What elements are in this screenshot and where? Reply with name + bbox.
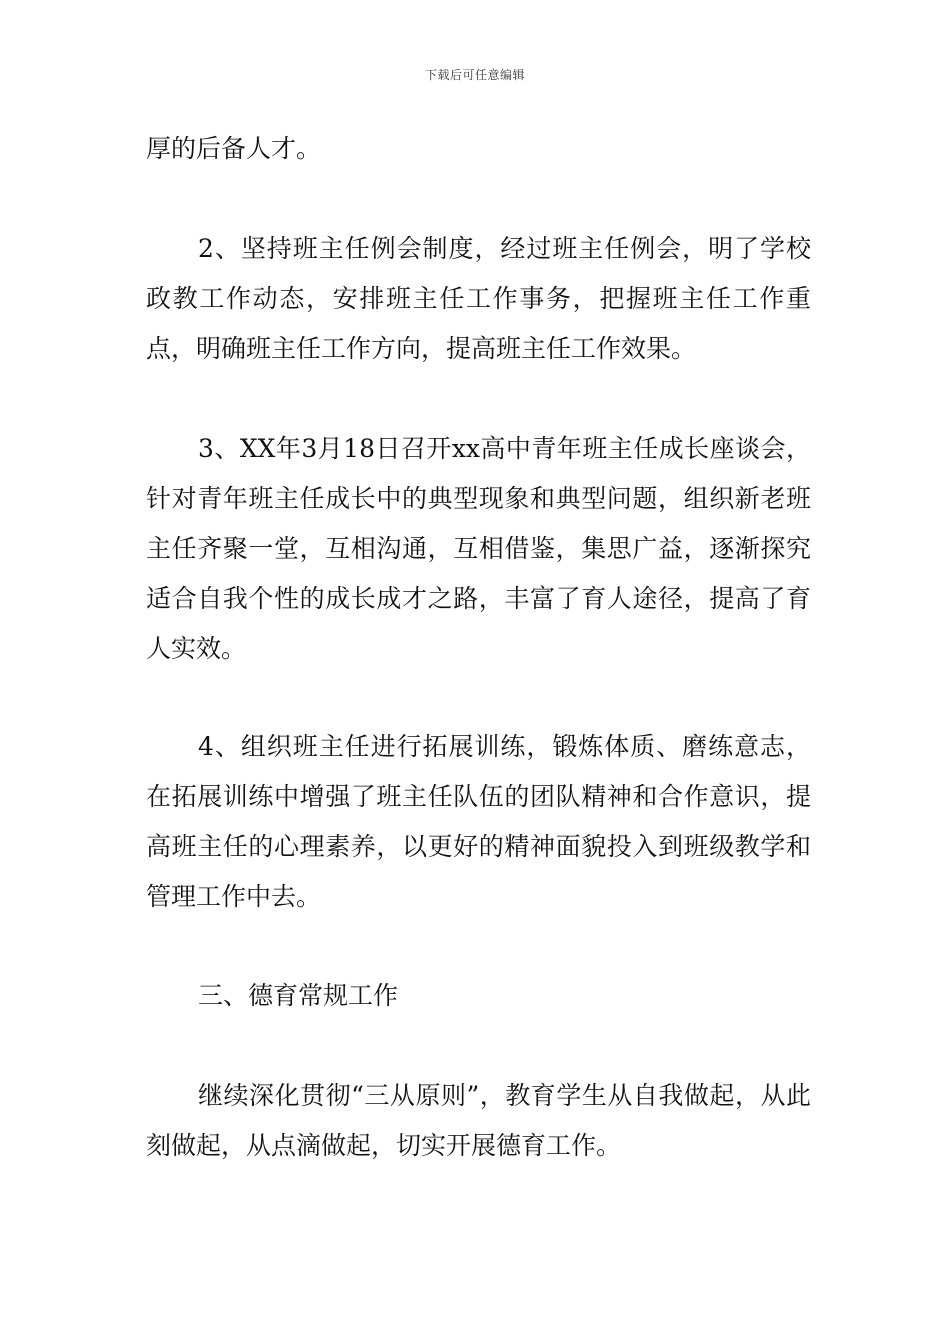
section-heading: 三、德育常规工作 <box>198 981 399 1010</box>
page-header: 下载后可任意编辑 <box>424 68 525 82</box>
paragraph-item-3: 3、XX年3月18日召开xx高中青年班主任成长座谈会，针对青年班主任成长中的典型现象和典型问题，组织新老班主任齐聚一堂，互相沟通，互相借鉴，集思广益，逐渐探究适合自我个性的成长成才之路，丰富了育人途径，提高了育人实效。 <box>146 434 811 663</box>
paragraph-item-2: 2、坚持班主任例会制度，经过班主任例会，明了学校政教工作动态，安排班主任工作事务，把握班主任工作重点，明确班主任工作方向，提高班主任工作效果。 <box>146 234 811 363</box>
paragraph-item-4: 4、组织班主任进行拓展训练，锻炼体质、磨练意志，在拓展训练中增强了班主任队伍的团队精神和合作意识，提高班主任的心理素养，以更好的精神面貌投入到班级教学和管理工作中去。 <box>146 732 811 911</box>
paragraph-section-body: 继续深化贯彻“三从原则”，教育学生从自我做起，从此刻做起，从点滴做起，切实开展德育工作。 <box>146 1081 811 1160</box>
paragraph-continuation: 厚的后备人才。 <box>146 134 322 163</box>
